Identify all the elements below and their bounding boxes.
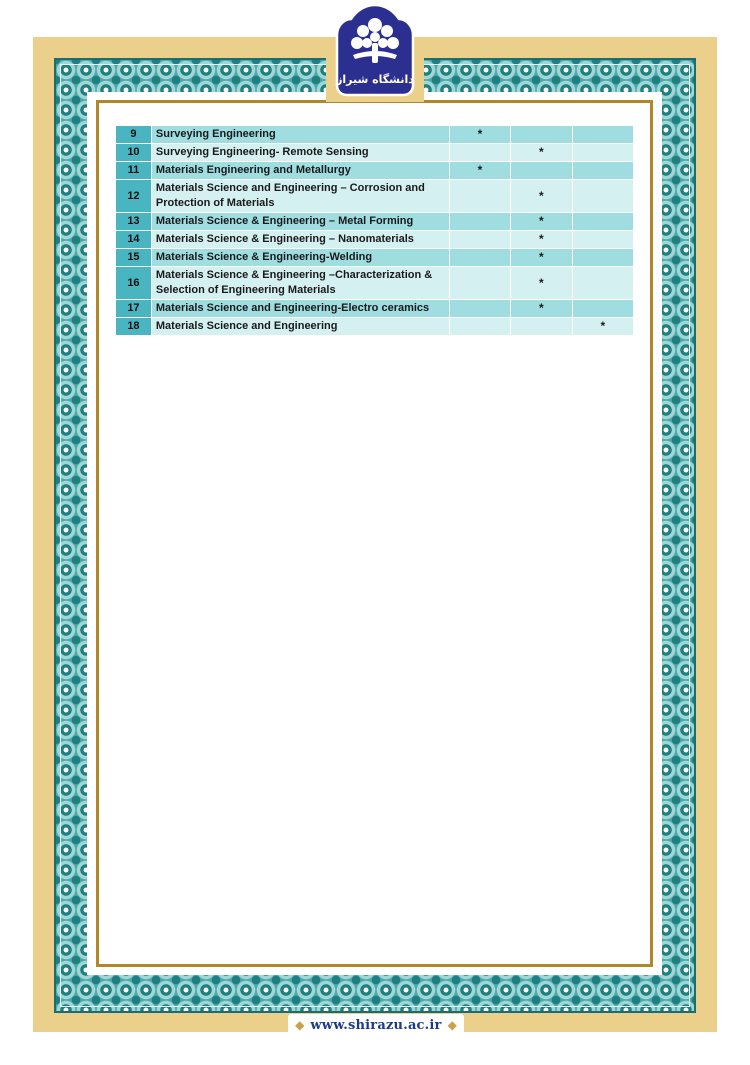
column-3-mark	[573, 180, 634, 213]
column-1-mark	[450, 249, 511, 267]
table-row	[116, 144, 634, 162]
row-number: 18	[116, 318, 152, 336]
row-number: 14	[116, 231, 152, 249]
column-2-mark	[511, 318, 572, 336]
column-3-mark	[573, 213, 634, 231]
column-1-mark: *	[450, 126, 511, 144]
table-row	[116, 180, 634, 213]
row-number: 13	[116, 213, 152, 231]
program-name: Materials Science and Engineering	[152, 318, 450, 336]
column-1-mark	[450, 180, 511, 213]
column-3-mark	[573, 144, 634, 162]
column-3-mark: *	[573, 318, 634, 336]
logo-wordmark: دانشگاه شیراز	[336, 73, 414, 86]
table-row	[116, 318, 634, 336]
column-1-mark	[450, 318, 511, 336]
column-2-mark: *	[511, 213, 572, 231]
column-3-mark	[573, 249, 634, 267]
column-3-mark	[573, 300, 634, 318]
diamond-ornament-icon: ◆	[295, 1018, 305, 1032]
table-row	[116, 300, 634, 318]
column-1-mark	[450, 267, 511, 300]
column-2-mark	[511, 126, 572, 144]
program-name: Materials Science & Engineering-Welding	[152, 249, 450, 267]
column-3-mark	[573, 126, 634, 144]
diamond-ornament-icon: ◆	[447, 1018, 457, 1032]
row-number: 15	[116, 249, 152, 267]
program-name: Surveying Engineering- Remote Sensing	[152, 144, 450, 162]
website-url[interactable]: www.shirazu.ac.ir	[310, 1017, 442, 1033]
column-1-mark	[450, 300, 511, 318]
column-2-mark: *	[511, 249, 572, 267]
courses-table	[116, 126, 634, 336]
table-row	[116, 213, 634, 231]
program-name: Surveying Engineering	[152, 126, 450, 144]
program-name: Materials Science and Engineering – Corrosion and Protection of Materials	[152, 180, 450, 213]
program-name: Materials Science and Engineering-Electro ceramics	[152, 300, 450, 318]
footer-bar	[288, 1014, 464, 1036]
program-name: Materials Science & Engineering –Characterization & Selection of Engineering Materials	[152, 267, 450, 300]
table-row	[116, 231, 634, 249]
row-number: 9	[116, 126, 152, 144]
row-number: 10	[116, 144, 152, 162]
column-1-mark	[450, 144, 511, 162]
column-3-mark	[573, 231, 634, 249]
program-name: Materials Science & Engineering – Nanomaterials	[152, 231, 450, 249]
table-row	[116, 249, 634, 267]
program-name: Materials Engineering and Metallurgy	[152, 162, 450, 180]
table-row	[116, 126, 634, 144]
column-2-mark	[511, 162, 572, 180]
university-logo	[333, 3, 417, 97]
row-number: 11	[116, 162, 152, 180]
column-3-mark	[573, 267, 634, 300]
program-name: Materials Science & Engineering – Metal Forming	[152, 213, 450, 231]
column-2-mark: *	[511, 300, 572, 318]
row-number: 17	[116, 300, 152, 318]
row-number: 16	[116, 267, 152, 300]
column-2-mark: *	[511, 267, 572, 300]
column-2-mark: *	[511, 231, 572, 249]
table-row	[116, 267, 634, 300]
column-1-mark	[450, 213, 511, 231]
column-1-mark	[450, 231, 511, 249]
column-1-mark: *	[450, 162, 511, 180]
column-2-mark: *	[511, 180, 572, 213]
row-number: 12	[116, 180, 152, 213]
column-3-mark	[573, 162, 634, 180]
table-row	[116, 162, 634, 180]
column-2-mark: *	[511, 144, 572, 162]
